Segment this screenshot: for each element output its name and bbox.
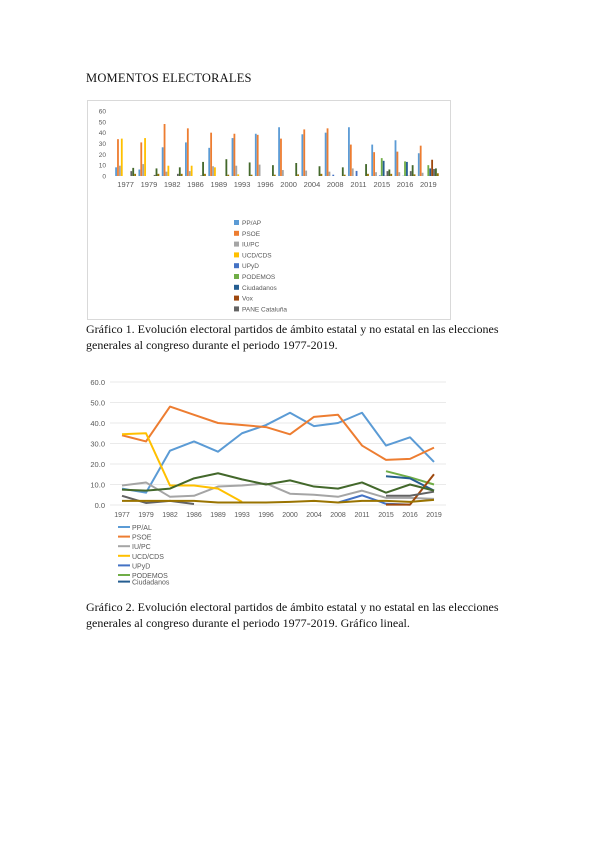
legend-swatch [234, 252, 239, 257]
bar [350, 145, 352, 176]
legend-swatch [234, 285, 239, 290]
bar [390, 174, 392, 176]
bar [381, 158, 383, 176]
y-tick-label: 60.0 [90, 378, 105, 387]
bar-chart [87, 100, 451, 320]
legend-swatch [234, 231, 239, 236]
bar [167, 166, 169, 176]
bar [383, 161, 385, 176]
bar [191, 166, 193, 176]
legend-label: Ciudadanos [132, 579, 170, 587]
bar [303, 129, 305, 176]
bar [212, 166, 214, 176]
bar [232, 138, 234, 176]
x-tick-label: 2019 [426, 512, 442, 519]
bar [388, 170, 390, 177]
bar [255, 134, 257, 176]
y-tick-label: 10 [98, 162, 106, 170]
bar [235, 166, 237, 176]
bar [132, 168, 134, 176]
y-tick-label: 0 [102, 173, 106, 181]
bar [329, 172, 331, 176]
bar [130, 171, 132, 176]
bar [121, 139, 123, 176]
x-tick-label: 1986 [187, 180, 204, 189]
bar [305, 171, 307, 176]
bar [210, 133, 212, 176]
bar [134, 174, 136, 176]
bar [325, 133, 327, 176]
y-tick-label: 40.0 [90, 419, 105, 428]
bar [249, 162, 251, 176]
y-tick-label: 50.0 [90, 398, 105, 408]
bar [295, 163, 297, 176]
y-tick-label: 0.0 [94, 501, 105, 510]
bar [406, 162, 408, 176]
x-tick-label: 2000 [282, 512, 298, 519]
bar [379, 175, 381, 176]
x-tick-label: 1993 [234, 512, 250, 519]
bar [208, 148, 210, 176]
y-tick-label: 60 [98, 108, 106, 116]
bar [204, 174, 206, 176]
x-tick-label: 2000 [280, 180, 297, 189]
x-tick-label: 2015 [378, 512, 394, 519]
x-tick-label: 2008 [330, 512, 346, 519]
series-line [122, 500, 434, 503]
bar [144, 138, 146, 176]
bar [119, 166, 121, 176]
y-tick-label: 30.0 [90, 439, 105, 449]
bar [117, 139, 119, 176]
legend-swatch [234, 263, 239, 268]
y-tick-label: 30 [98, 141, 106, 148]
bar [375, 172, 377, 176]
legend-label: IU/PC [132, 544, 151, 552]
bar [437, 173, 439, 176]
bar [187, 128, 189, 176]
bar [158, 174, 160, 176]
x-tick-label: 2004 [303, 180, 321, 189]
legend-label: UCD/CDS [242, 252, 272, 260]
x-tick-label: 2004 [306, 512, 322, 519]
bar [371, 145, 373, 176]
x-tick-label: 1979 [138, 512, 154, 519]
bar [418, 153, 420, 176]
bar-chart-svg [88, 101, 450, 319]
bar [251, 175, 253, 176]
x-tick-label: 1982 [162, 512, 178, 519]
bar [162, 147, 164, 176]
legend-swatch [234, 274, 239, 279]
bar [200, 175, 202, 176]
bar [166, 172, 168, 176]
legend-label: PODEMOS [242, 274, 276, 281]
bar [427, 165, 429, 176]
bar [140, 142, 142, 176]
x-tick-label: 1989 [210, 512, 226, 519]
legend-label: UPyD [132, 563, 151, 571]
x-tick-label: 2016 [396, 180, 414, 189]
legend-label: PODEMOS [132, 573, 168, 580]
bar [433, 169, 435, 176]
x-tick-label: 1996 [257, 180, 274, 189]
legend-swatch [234, 242, 239, 247]
legend-label: PSOE [132, 534, 152, 542]
bar [352, 168, 354, 176]
bar [344, 175, 346, 176]
bar [365, 164, 367, 176]
bar [367, 174, 369, 176]
bar [274, 175, 276, 176]
legend-label: UCD/CDS [132, 553, 164, 561]
x-tick-label: 1996 [258, 512, 274, 519]
x-tick-label: 2016 [402, 512, 418, 519]
x-tick-label: 2019 [420, 180, 437, 189]
bar [142, 164, 144, 176]
bar [237, 174, 239, 176]
x-tick-label: 2008 [326, 180, 344, 189]
line-chart [84, 372, 454, 602]
bar [282, 170, 284, 176]
legend-swatch [234, 296, 239, 301]
bar [138, 170, 140, 177]
legend-swatch [234, 220, 239, 225]
y-tick-label: 10.0 [90, 480, 105, 490]
x-tick-label: 1986 [186, 512, 202, 519]
page-heading: MOMENTOS ELECTORALES [86, 71, 252, 85]
bar [431, 160, 433, 176]
bar [396, 152, 398, 176]
x-tick-label: 1982 [163, 180, 181, 189]
bar [348, 127, 350, 176]
bar [115, 167, 117, 176]
x-tick-label: 2011 [354, 512, 370, 519]
chart1-caption: Gráfico 1. Evolución electoral partidos de ámbito estatal y no estatal en las elecciones generales al congreso durante el periodo 1977-2019. [86, 322, 499, 352]
bar [156, 168, 158, 176]
bar [395, 140, 397, 176]
bar [164, 124, 166, 176]
x-tick-label: 1993 [233, 180, 251, 189]
bar [297, 174, 299, 176]
bar [259, 165, 261, 176]
bar [327, 128, 329, 176]
bar [280, 139, 282, 176]
y-tick-label: 50 [98, 119, 106, 127]
bar [429, 168, 431, 176]
legend-label: PANE Cataluña [242, 306, 288, 314]
bar [181, 174, 183, 176]
chart2-caption: Gráfico 2. Evolución electoral partidos de ámbito estatal y no estatal en las elecciones generales al congreso durante el periodo 1977-2019. Gráfico lineal. [86, 600, 499, 630]
x-tick-label: 1977 [114, 512, 130, 519]
y-tick-label: 20.0 [90, 460, 105, 469]
bar [202, 162, 204, 176]
legend-label: UPyD [242, 263, 259, 271]
bar [272, 165, 274, 176]
bar [404, 161, 406, 176]
bar [321, 174, 323, 176]
legend-label: IU/PC [242, 241, 260, 249]
bar [342, 167, 344, 176]
legend-label: PSOE [242, 230, 261, 238]
bar [233, 134, 235, 176]
bar [278, 127, 280, 176]
x-tick-label: 1979 [140, 180, 158, 189]
bar [185, 142, 187, 176]
bar [412, 165, 414, 176]
bar [398, 172, 400, 176]
x-tick-label: 2011 [350, 180, 367, 189]
x-tick-label: 1989 [210, 180, 228, 189]
bar [301, 134, 303, 176]
legend-label: PP/AL [132, 525, 152, 532]
legend-label: Ciudadanos [242, 284, 277, 292]
bar [227, 175, 229, 176]
bar [189, 171, 191, 176]
bar [422, 173, 424, 176]
bar [356, 171, 358, 176]
legend-label: Vox [242, 295, 253, 303]
bar [225, 159, 227, 176]
bar [387, 171, 389, 176]
bar [257, 135, 259, 176]
bar [414, 174, 416, 176]
y-tick-label: 20 [98, 151, 106, 159]
bar [177, 174, 179, 176]
legend-label: PP/AP [242, 220, 262, 227]
bar [435, 168, 437, 176]
legend-swatch [234, 306, 239, 311]
bar [373, 152, 375, 176]
x-tick-label: 1977 [117, 180, 134, 189]
x-tick-label: 2015 [373, 180, 391, 189]
bar [154, 175, 156, 176]
bar [214, 167, 216, 176]
bar [319, 166, 321, 176]
bar [179, 167, 181, 176]
bar [410, 171, 412, 176]
y-tick-label: 40 [98, 130, 106, 138]
bar [332, 175, 334, 176]
bar [420, 146, 422, 176]
